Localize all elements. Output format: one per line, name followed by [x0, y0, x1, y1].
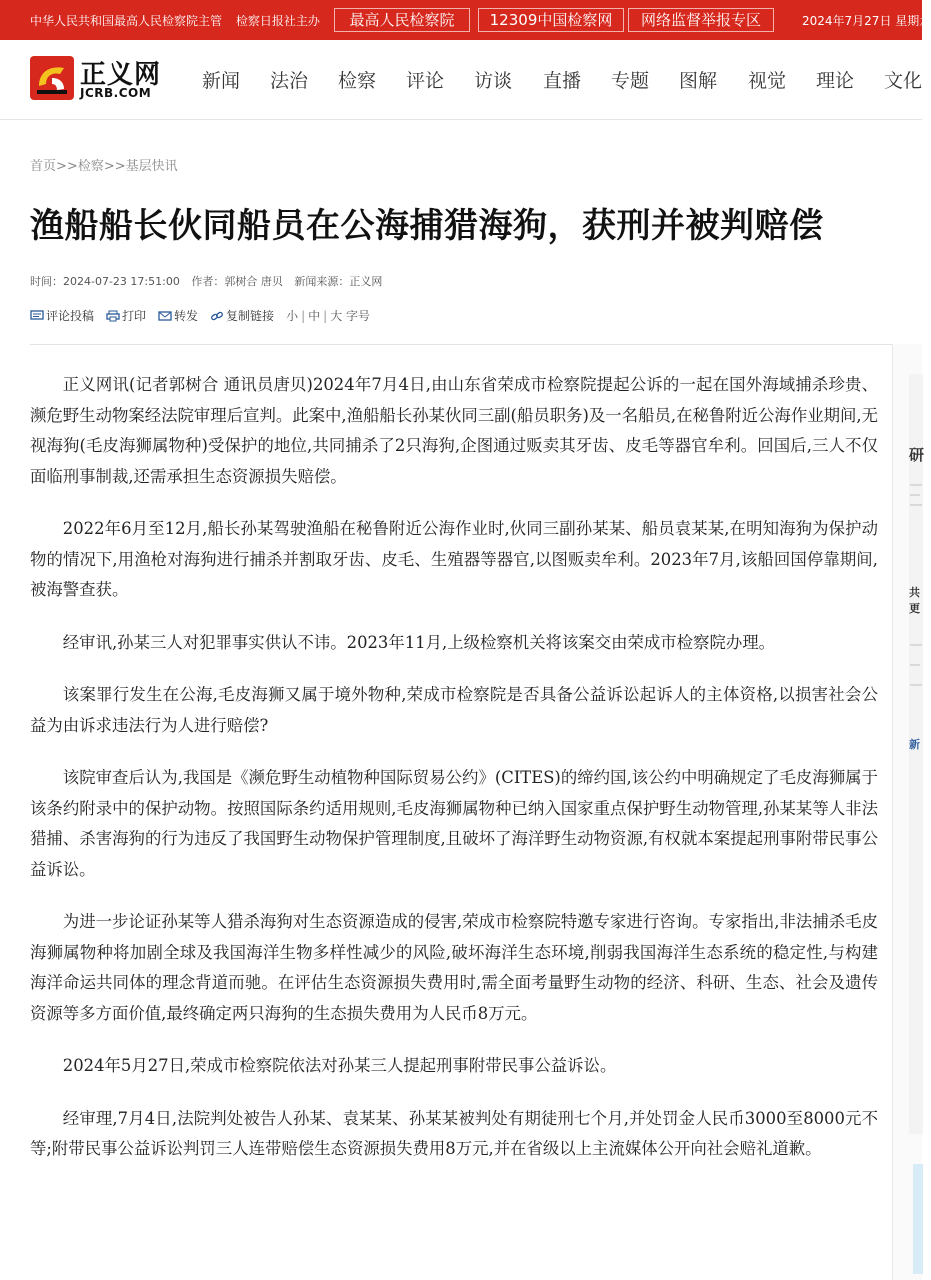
- sidebar-text: 共: [909, 586, 920, 599]
- nav-procuratorate[interactable]: 检察: [338, 70, 377, 92]
- logo-mark-icon: [30, 56, 74, 100]
- article-time: 时间：2024-07-23 17:51:00: [30, 275, 180, 288]
- article-paragraph: 正义网讯(记者郭树合 通讯员唐贝)2024年7月4日,由山东省荣成市检察院提起公诉的一起在国外海域捕杀珍贵、濒危野生动物案经法院审理后宣判。此案中,渔船船长孙某伙同三副(船员职务)及一名船员,在秘鲁附近公海作业期间,无视海狗(毛皮海狮属物种)受保护的地位,共同捕杀了2只海狗,企图通过贩卖其牙齿、皮毛等器官牟利。回国后,三人不仅面临刑事制裁,还需承担生态资源损失赔偿。: [30, 375, 878, 486]
- forward-label: 转发: [174, 309, 199, 323]
- top-link-spp[interactable]: 最高人民检察院: [334, 8, 470, 32]
- sidebar-line: [910, 664, 920, 666]
- breadcrumb-procuratorate[interactable]: 检察: [77, 159, 104, 174]
- nav-graphics[interactable]: 图解: [679, 70, 718, 92]
- top-date: 2024年7月27日 星期六: [802, 14, 931, 28]
- breadcrumb-grassroots[interactable]: 基层快讯: [125, 159, 178, 174]
- link-icon: [210, 310, 224, 322]
- article-source: 新闻来源：正义网: [294, 275, 383, 288]
- host-text: 检察日报社主办: [235, 14, 320, 28]
- sponsor-text: 中华人民共和国最高人民检察院主管: [30, 14, 223, 28]
- sidebar-text: 新: [909, 738, 920, 751]
- nav-visual[interactable]: 视觉: [748, 70, 787, 92]
- print-button[interactable]: [106, 307, 146, 324]
- top-link-12309[interactable]: 12309中国检察网: [478, 8, 624, 32]
- sidebar-line: [910, 484, 922, 486]
- article-title: 渔船船长伙同船员在公海捕猎海狗，获刑并被判赔偿: [30, 206, 824, 246]
- nav-interview[interactable]: 访谈: [474, 70, 513, 92]
- font-size-small[interactable]: 小: [286, 309, 299, 323]
- font-size-medium[interactable]: 中: [308, 309, 321, 323]
- mail-icon: [158, 310, 172, 322]
- sidebar-text: 更: [909, 602, 920, 615]
- breadcrumb: [30, 155, 178, 174]
- top-bar: [0, 0, 931, 40]
- nav-commentary[interactable]: 评论: [406, 70, 445, 92]
- article-body: [30, 370, 878, 1187]
- copy-link-label: 复制链接: [226, 309, 275, 323]
- sidebar-image[interactable]: [913, 1164, 923, 1274]
- nav-culture[interactable]: 文化: [884, 70, 923, 92]
- nav-news[interactable]: 新闻: [202, 70, 241, 92]
- font-size-label: 字号: [346, 309, 371, 323]
- breadcrumb-sep: >>: [56, 159, 78, 174]
- comment-icon: [30, 310, 44, 322]
- comment-button[interactable]: [30, 307, 94, 324]
- nav-live[interactable]: 直播: [543, 70, 582, 92]
- sidebar-text: 研: [909, 446, 925, 464]
- article-tools: [30, 307, 370, 324]
- sidebar-line: [910, 494, 920, 496]
- breadcrumb-sep: >>: [103, 159, 126, 174]
- sidebar-line: [910, 684, 922, 686]
- print-icon: [106, 310, 120, 322]
- article-paragraph: 经审讯,孙某三人对犯罪事实供认不讳。2023年11月,上级检察机关将该案交由荣成市检察院办理。: [62, 632, 776, 652]
- right-sidebar: [892, 344, 925, 1280]
- top-link-report[interactable]: 网络监督举报专区: [628, 8, 774, 32]
- comment-label: 评论投稿: [46, 309, 95, 323]
- copy-link-button[interactable]: [210, 307, 274, 324]
- logo-domain: JCRB.COM: [80, 86, 152, 100]
- sidebar-line: [910, 504, 922, 506]
- nav-theory[interactable]: 理论: [816, 70, 855, 92]
- font-size-large[interactable]: 大: [330, 309, 343, 323]
- sidebar-newspaper-thumbnail[interactable]: [909, 374, 923, 1134]
- sidebar-line: [910, 644, 922, 646]
- article-meta: [30, 273, 390, 289]
- breadcrumb-home[interactable]: 首页: [30, 159, 57, 174]
- article-paragraph: 该院审查后认为,我国是《濒危野生动植物种国际贸易公约》(CITES)的缔约国,该公约中明确规定了毛皮海狮属于该条约附录中的保护动物。按照国际条约适用规则,毛皮海狮属物种已纳入国家重点保护野生动物管理,孙某某等人非法猎捕、杀害海狗的行为违反了我国野生动物保护管理制度,且破坏了海洋野生动物资源,有权就本案提起刑事附带民事公益诉讼。: [30, 768, 878, 879]
- article-paragraph: 该案罪行发生在公海,毛皮海狮又属于境外物种,荣成市检察院是否具备公益诉讼起诉人的主体资格,以损害社会公益为由诉求违法行为人进行赔偿?: [30, 685, 878, 735]
- article-paragraph: 2024年5月27日,荣成市检察院依法对孙某三人提起刑事附带民事公益诉讼。: [62, 1056, 617, 1075]
- forward-button[interactable]: [158, 307, 198, 324]
- print-label: 打印: [122, 309, 147, 323]
- article-author: 作者：郭树合 唐贝: [191, 275, 283, 288]
- article-paragraph: 为进一步论证孙某等人猎杀海狗对生态资源造成的侵害,荣成市检察院特邀专家进行咨询。专家指出,非法捕杀毛皮海狮属物种将加剧全球及我国海洋生物多样性减少的风险,破坏海洋生态环境,削弱我国海洋生态系统的稳定性,与构建海洋命运共同体的理念背道而驰。在评估生态资源损失费用时,需全面考量野生动物的经济、科研、生态、社会及遗传资源等多方面价值,最终确定两只海狗的生态损失费用为人民币8万元。: [30, 912, 878, 1023]
- site-logo[interactable]: [30, 54, 166, 102]
- divider: [30, 344, 892, 345]
- site-header: [0, 40, 922, 120]
- article-paragraph: 2022年6月至12月,船长孙某驾驶渔船在秘鲁附近公海作业时,伙同三副孙某某、船员袁某某,在明知海狗为保护动物的情况下,用渔枪对海狗进行捕杀并割取牙齿、皮毛、生殖器等器官,以图贩卖牟利。2023年7月,该船回国停靠期间,被海警查获。: [30, 519, 878, 599]
- nav-topics[interactable]: 专题: [611, 70, 650, 92]
- logo-text: 正义网: [80, 60, 162, 90]
- article-paragraph: 经审理,7月4日,法院判处被告人孙某、袁某某、孙某某被判处有期徒刑七个月,并处罚金人民币3000至8000元不等;附带民事公益诉讼判罚三人连带赔偿生态资源损失费用8万元,并在省级以上主流媒体公开向社会赔礼道歉。: [30, 1108, 878, 1158]
- top-bar-info: [30, 12, 330, 29]
- font-size-control: 小 | 中 | 大 字号: [286, 309, 371, 323]
- nav-law[interactable]: 法治: [270, 70, 309, 92]
